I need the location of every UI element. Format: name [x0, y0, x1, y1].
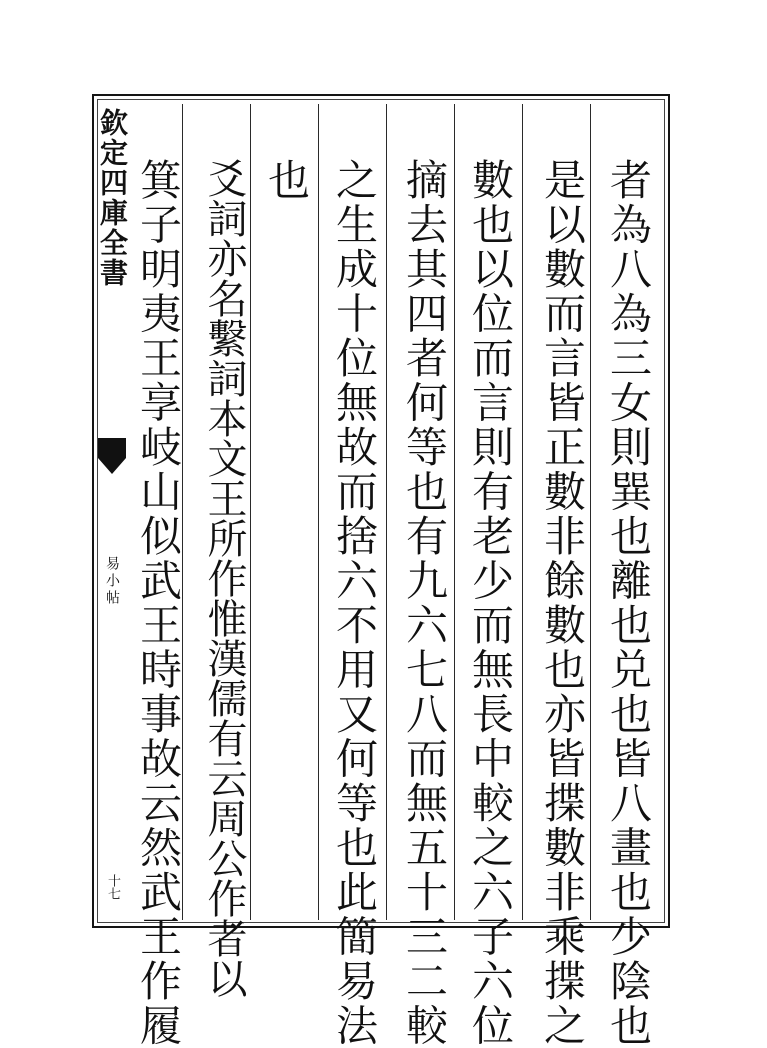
text-column-6: 也	[262, 158, 311, 203]
fishtail-mark	[98, 438, 126, 474]
column-rule	[522, 104, 523, 920]
text-column-2: 是以數而言皆正數非餘數也亦皆揲數非乘揲之	[538, 158, 587, 1048]
text-column-3: 數也以位而言則有老少而無長中較之六子六位	[466, 158, 515, 1048]
text-column-5: 之生成十位無故而捨六不用又何等也此簡易法	[330, 158, 379, 1048]
text-column-7: 爻詞亦名繫詞本文王所作惟漢儒有云周公作者以	[201, 158, 247, 998]
page-number: 十七	[105, 874, 120, 900]
collection-title: 欽定四庫全書	[96, 108, 129, 288]
text-column-1: 者為八為三女則巽也離也兑也皆八畫也少陰也	[604, 158, 653, 1048]
text-column-4: 摘去其四者何等也有九六七八而無五十三二較	[400, 158, 449, 1048]
column-rule	[386, 104, 387, 920]
column-rule	[318, 104, 319, 920]
margin-strip	[96, 104, 129, 916]
book-title: 易小帖	[104, 556, 120, 607]
text-column-8: 箕子明夷王享岐山似武王時事故云然武王作履	[134, 158, 183, 1048]
